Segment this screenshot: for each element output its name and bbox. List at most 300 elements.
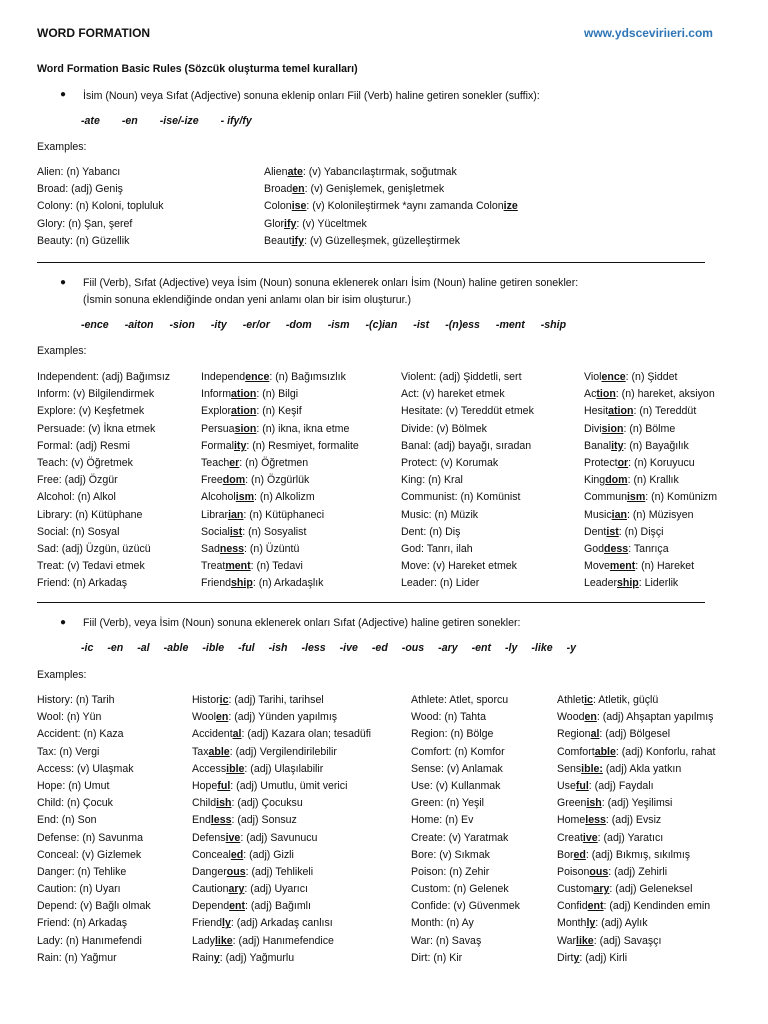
suffix-item: -ment (495, 319, 525, 331)
base-word: Comfort: (n) Komfor (411, 745, 505, 758)
base-word: End: (n) Son (37, 814, 97, 827)
word-suffix: ist (229, 525, 243, 538)
base-word: Persuade: (v) İkna etmek (37, 422, 156, 435)
word-suffix: ary (228, 883, 245, 896)
word-suffix: en (215, 711, 229, 724)
word-stem: Month (557, 917, 587, 930)
derived-word (264, 198, 518, 215)
suffix-item: -(c)ian (365, 319, 398, 331)
word-meaning: : (adj) Ulaşılabilir (244, 762, 324, 775)
word-suffix: dess (604, 542, 629, 555)
base-word: Divide: (v) Bölmek (401, 422, 487, 435)
word-meaning: : (n) Koruyucu (628, 456, 695, 469)
derived-word (557, 830, 715, 847)
section3-description: Fiil (Verb), veya İsim (Noun) sonuna eklenerek onları Sıfat (Adjective) haline getiren sonekler: (83, 617, 521, 629)
word-suffix: like (214, 934, 233, 947)
word-suffix: ent (229, 900, 245, 913)
base-word: Formal: (adj) Resmi (37, 439, 131, 452)
word-suffix: ish (586, 797, 602, 810)
word-suffix: ation (608, 405, 634, 418)
base-word: Region: (n) Bölge (411, 728, 494, 741)
word-suffix: ity (233, 439, 247, 452)
base-word: Treat: (v) Tedavi etmek (37, 560, 145, 573)
base-word: Bore: (v) Sıkmak (411, 848, 490, 861)
word-stem: Friend (192, 917, 223, 930)
word-stem: Move (584, 560, 610, 573)
derived-word (201, 541, 359, 558)
derived-word (192, 881, 371, 898)
word-stem: Bor (557, 848, 574, 861)
word-suffix: or (617, 456, 629, 469)
word-meaning: : (adj) Çocuksu (231, 797, 303, 810)
word-stem: Viol (584, 371, 602, 383)
section2-col3 (401, 369, 534, 592)
word-meaning: (adj) Akla yatkın (602, 762, 682, 775)
word-suffix: ly (222, 917, 231, 930)
derived-word (557, 744, 715, 761)
derived-word (192, 898, 371, 915)
word-meaning: : (adj) Zehirli (608, 865, 668, 878)
derived-word (557, 950, 715, 967)
base-word: Beauty: (n) Güzellik (37, 234, 130, 247)
word-stem: Social (201, 525, 230, 538)
word-stem: Dent (584, 525, 607, 538)
section2-examples-label: Examples: (37, 345, 87, 357)
word-meaning: : (adj) Uyarıcı (244, 883, 308, 896)
base-word: Teach: (v) Öğretmek (37, 456, 133, 469)
section3-col3 (411, 692, 520, 967)
word-suffix: ism (235, 491, 255, 504)
word-stem: Danger (192, 865, 227, 878)
word-suffix: al (232, 728, 242, 741)
word-stem: Conceal (192, 848, 231, 861)
suffix-item: -ist (413, 319, 430, 331)
word-suffix: ic (219, 694, 229, 706)
derived-word (557, 898, 715, 915)
word-suffix: ive (582, 831, 598, 844)
word-stem: Defens (192, 831, 226, 844)
word-suffix: ible: (581, 762, 603, 775)
base-word: Green: (n) Yeşil (411, 797, 485, 810)
word-meaning: : (n) Şiddet (625, 371, 678, 383)
derived-word (192, 864, 371, 881)
base-word: Wood: (n) Tahta (411, 711, 486, 724)
site-url[interactable]: www.ydsceviriıeri.com (584, 26, 713, 40)
suffix-item: -(n)ess (445, 319, 480, 331)
word-stem: Leader (584, 577, 617, 590)
derived-word (201, 386, 359, 403)
word-meaning: : (adj) Tehlikeli (245, 865, 314, 878)
suffix-item: -ity (210, 319, 227, 331)
word-meaning: : (adj) Kazara olan; tesadüfi (241, 728, 372, 741)
word-meaning: : (adj) Bağımlı (245, 900, 311, 913)
word-stem: Accident (192, 728, 233, 741)
suffix-item: -en (107, 642, 124, 654)
word-suffix: tion (596, 388, 616, 401)
suffix-item: -ive (339, 642, 358, 654)
divider (37, 602, 705, 603)
word-stem: Creat (557, 831, 583, 844)
section3-col1 (37, 692, 151, 967)
word-meaning: : (n) Bağımsızlık (269, 371, 346, 383)
suffix-item: -y (566, 642, 577, 654)
word-stem: Wool (192, 711, 216, 724)
suffix-item: -en (121, 115, 138, 127)
word-suffix: ary (593, 883, 610, 896)
derived-word (584, 489, 717, 506)
word-suffix: like (576, 934, 594, 947)
suffix-item: -ary (438, 642, 458, 654)
derived-word (201, 403, 359, 420)
word-suffix: ed (230, 848, 244, 861)
word-meaning: : (n) Arkadaşlık (252, 577, 324, 590)
word-stem: God (584, 542, 605, 555)
word-meaning: : Atletik, güçlü (592, 694, 659, 706)
base-word: Accident: (n) Kaza (37, 728, 124, 741)
word-stem: Comfort (557, 745, 595, 758)
rules-title: Word Formation Basic Rules (Sözcük oluşturma temel kuralları) (37, 63, 358, 75)
word-suffix: ence (601, 371, 626, 383)
section1-examples-label: Examples: (37, 141, 87, 153)
base-word: Act: (v) hareket etmek (401, 388, 505, 401)
word-stem: Commun (584, 491, 627, 504)
derived-word (201, 421, 359, 438)
suffix-item: -ful (238, 642, 255, 654)
base-word: Use: (v) Kullanmak (411, 779, 501, 792)
word-stem: Hope (192, 779, 218, 792)
word-meaning: : (n) Bayağılık (623, 439, 689, 452)
bullet-dot: ● (60, 277, 67, 288)
suffix-item: -ous (401, 642, 425, 654)
base-word: Inform: (v) Bilgilendirmek (37, 388, 155, 401)
suffix-item: -ship (540, 319, 567, 331)
base-word: Hope: (n) Umut (37, 779, 110, 792)
word-stem: Sad (201, 542, 220, 555)
word-meaning: : (n) Hareket (635, 560, 695, 573)
base-word: Danger: (n) Tehlike (37, 865, 127, 878)
word-meaning: : (v) Güzelleşmek, güzelleştirmek (304, 234, 461, 247)
bullet-dot: ● (60, 617, 67, 628)
base-word: Social: (n) Sosyal (37, 525, 120, 538)
word-suffix: ation (231, 388, 257, 401)
derived-word (557, 761, 715, 778)
word-suffix: y (573, 951, 580, 964)
word-stem: Explor (201, 405, 232, 418)
derived-word (557, 864, 715, 881)
word-meaning: : (v) Yabancılaştırmak, soğutmak (302, 166, 457, 178)
word-suffix: ly (586, 917, 596, 930)
word-meaning: : (n) Kütüphaneci (243, 508, 325, 521)
derived-word (264, 181, 518, 198)
base-word: King: (n) Kral (401, 474, 463, 487)
word-meaning: : (adj) Hanımefendice (232, 934, 334, 947)
word-stem: Tax (192, 745, 209, 758)
base-word: Protect: (v) Korumak (401, 456, 499, 469)
word-suffix: less (585, 814, 606, 827)
suffix-item: -er/or (242, 319, 270, 331)
section3-examples-label: Examples: (37, 669, 87, 681)
word-meaning: : (adj) Savaşçı (593, 934, 662, 947)
word-meaning: : (adj) Gizli (243, 848, 294, 861)
base-word: Independent: (adj) Bağımsız (37, 371, 171, 383)
word-suffix: ous (226, 865, 246, 878)
word-suffix: ship (231, 577, 253, 590)
word-suffix: ous (589, 865, 609, 878)
word-stem: Persua (201, 422, 235, 435)
word-meaning: : (adj) Aylık (595, 917, 648, 930)
suffix-item: -aiton (124, 319, 154, 331)
word-stem: Histor (192, 694, 220, 706)
word-meaning: : (adj) Kendinden emin (603, 900, 711, 913)
suffix-item: -ent (471, 642, 492, 654)
derived-word (557, 726, 715, 743)
word-suffix: ible (226, 762, 245, 775)
derived-word (584, 507, 717, 524)
word-suffix: sion (601, 422, 624, 435)
suffix-item: -dom (285, 319, 312, 331)
word-suffix: en (292, 183, 305, 196)
derived-word (201, 489, 359, 506)
word-meaning: : (n) Tereddüt (633, 405, 697, 418)
derived-word (201, 472, 359, 489)
word-stem: War (557, 934, 577, 947)
word-stem: Rain (192, 951, 214, 964)
section3-suffixes (81, 642, 590, 654)
word-meaning: : (v) Kolonileştirmek *aynı zamanda Colon (306, 200, 504, 213)
section2-col4 (584, 369, 717, 592)
derived-word (557, 847, 715, 864)
derived-word (557, 778, 715, 795)
page-title: WORD FORMATION (37, 26, 151, 40)
derived-word (201, 575, 359, 592)
word-meaning: : (adj) Tarihi, tarihsel (228, 694, 324, 706)
suffix-item: -ic (81, 642, 94, 654)
base-word: Glory: (n) Şan, şeref (37, 217, 133, 230)
word-suffix: ish (216, 797, 232, 810)
derived-word (557, 881, 715, 898)
bullet-dot: ● (60, 89, 67, 100)
word-suffix: ian (611, 508, 627, 521)
word-stem: Banal (584, 439, 612, 452)
word-suffix: ism (626, 491, 646, 504)
word-suffix: ation (231, 405, 257, 418)
derived-word (192, 692, 371, 709)
word-stem: Poison (557, 865, 590, 878)
derived-word (192, 795, 371, 812)
section2-col2 (201, 369, 359, 592)
word-suffix: dom (222, 474, 246, 487)
base-word: Dirt: (n) Kir (411, 951, 463, 964)
word-meaning: : (n) Dişçi (618, 525, 664, 538)
word-suffix: able (208, 745, 230, 758)
suffix-item: -al (137, 642, 150, 654)
base-word: Library: (n) Kütüphane (37, 508, 143, 521)
word-stem: Child (192, 797, 217, 810)
base-word: God: Tanrı, ilah (401, 542, 473, 555)
word-stem: Dirt (557, 951, 574, 964)
base-word: Home: (n) Ev (411, 814, 474, 827)
word-suffix: ity (611, 439, 624, 452)
suffix-item: -ly (505, 642, 518, 654)
word-meaning: : (n) Bölme (623, 422, 676, 435)
word-meaning: : (adj) Yeşilimsi (601, 797, 673, 810)
suffix-item: -like (531, 642, 553, 654)
derived-word (584, 455, 717, 472)
word-meaning: : (n) Üzüntü (244, 542, 300, 555)
word-stem: Teach (201, 456, 230, 469)
derived-word (557, 812, 715, 829)
word-stem: Protect (584, 456, 618, 469)
word-suffix: sion (234, 422, 257, 435)
word-stem: Free (201, 474, 223, 487)
section1-suffixes (81, 115, 274, 127)
derived-word (557, 692, 715, 709)
word-stem: Hesit (584, 405, 609, 418)
word-suffix: ment (609, 560, 636, 573)
derived-word (557, 915, 715, 932)
word-meaning: : Tanrıça (628, 542, 669, 555)
derived-word (201, 455, 359, 472)
word-meaning: : (adj) Kirli (579, 951, 628, 964)
word-stem: Alcohol (201, 491, 236, 504)
derived-word (201, 507, 359, 524)
word-meaning: : (adj) Faydalı (588, 779, 654, 792)
word-stem: Independ (201, 371, 246, 383)
base-word: Hesitate: (v) Tereddüt etmek (401, 405, 534, 418)
word-meaning: : (adj) Evsiz (605, 814, 662, 827)
word-stem: Depend (192, 900, 230, 913)
word-stem: Librar (201, 508, 229, 521)
base-word: Poison: (n) Zehir (411, 865, 490, 878)
word-suffix: ed (573, 848, 586, 861)
base-word: Athlete: Atlet, sporcu (411, 694, 509, 706)
base-word: Custom: (n) Gelenek (411, 883, 509, 896)
word-stem: King (584, 474, 606, 487)
section2-suffixes (81, 319, 582, 331)
word-stem: Broad (264, 183, 293, 196)
word-suffix: ent (587, 900, 604, 913)
word-meaning: : (adj) Yünden yapılmış (228, 711, 338, 724)
base-word: Depend: (v) Bağlı olmak (37, 900, 151, 913)
word-stem: Home (557, 814, 586, 827)
word-meaning: : (adj) Umutlu, ümit verici (230, 779, 348, 792)
word-suffix: ian (228, 508, 244, 521)
word-stem: Green (557, 797, 587, 810)
derived-word (192, 778, 371, 795)
word-stem: Formal (201, 439, 234, 452)
base-word: Defense: (n) Savunma (37, 831, 143, 844)
suffix-item: -ism (327, 319, 350, 331)
derived-word (584, 369, 717, 386)
derived-word (192, 847, 371, 864)
word-stem: Access (192, 762, 227, 775)
word-suffix: dom (605, 474, 628, 487)
word-suffix: ful (575, 779, 589, 792)
word-stem: Use (557, 779, 576, 792)
derived-word (201, 524, 359, 541)
word-suffix: able (594, 745, 616, 758)
base-word: Sad: (adj) Üzgün, üzücü (37, 542, 151, 555)
derived-word (192, 726, 371, 743)
derived-word (584, 541, 717, 558)
word-stem: Beaut (264, 234, 292, 247)
word-meaning: : (n) Sosyalist (242, 525, 307, 538)
word-meaning: : (adj) Konforlu, rahat (615, 745, 716, 758)
section2-col1 (37, 369, 170, 592)
base-word: Lady: (n) Hanımefendi (37, 934, 142, 947)
derived-word (584, 558, 717, 575)
word-meaning: : (n) Komünizm (645, 491, 718, 504)
word-stem: Friend (201, 577, 232, 590)
word-suffix: ence (245, 371, 270, 383)
base-word: Friend: (n) Arkadaş (37, 917, 128, 930)
word-suffix: ify (284, 217, 297, 230)
base-word: Tax: (n) Vergi (37, 745, 100, 758)
suffix-item: - ify/fy (220, 115, 252, 127)
word-meaning: : (adj) Yaratıcı (597, 831, 664, 844)
word-meaning: : (n) Özgürlük (245, 474, 310, 487)
base-word: Rain: (n) Yağmur (37, 951, 117, 964)
suffix-item: -ible (202, 642, 225, 654)
section2-note: (İsmin sonuna eklendiğinde ondan yeni anlamı olan bir isim oluşturur.) (83, 294, 411, 306)
word-stem: Inform (201, 388, 232, 401)
word-stem: Custom (557, 883, 594, 896)
word-suffix: less (210, 814, 232, 827)
base-word: Explore: (v) Keşfetmek (37, 405, 145, 418)
suffix-item: -ed (371, 642, 388, 654)
derived-word (584, 403, 717, 420)
derived-word (192, 761, 371, 778)
derived-word (584, 472, 717, 489)
word-stem: Ac (584, 388, 597, 401)
suffix-item: -ish (268, 642, 288, 654)
section3-col4 (557, 692, 715, 967)
word-meaning: : (v) Genişlemek, genişletmek (304, 183, 445, 196)
section1-derived-words (264, 164, 518, 250)
word-meaning: : (adj) Savunucu (240, 831, 318, 844)
base-word: Colony: (n) Koloni, topluluk (37, 200, 164, 213)
word-suffix: ise (291, 200, 307, 213)
derived-word (192, 709, 371, 726)
word-stem: Lady (192, 934, 215, 947)
word-suffix: en (584, 711, 597, 724)
derived-word (192, 950, 371, 967)
base-word: Dent: (n) Diş (401, 525, 461, 538)
base-word: Banal: (adj) bayağı, sıradan (401, 439, 532, 452)
base-word: Violent: (adj) Şiddetli, sert (401, 371, 522, 383)
word-stem: Athlet (557, 694, 585, 706)
base-word: Free: (adj) Özgür (37, 474, 118, 487)
derived-word (584, 575, 717, 592)
word-stem: Divi (584, 422, 602, 435)
base-word: Confide: (v) Güvenmek (411, 900, 520, 913)
word-meaning: : (adj) Bölgesel (599, 728, 671, 741)
word-meaning: : (adj) Arkadaş canlısı (230, 917, 333, 930)
derived-word (557, 795, 715, 812)
derived-word (557, 709, 715, 726)
base-word: Conceal: (v) Gizlemek (37, 848, 142, 861)
section1-base-words (37, 164, 164, 250)
derived-word (192, 744, 371, 761)
suffix-item: -sion (169, 319, 195, 331)
derived-word (192, 812, 371, 829)
derived-word (584, 524, 717, 541)
word-stem: Confid (557, 900, 588, 913)
base-word: Wool: (n) Yün (37, 711, 102, 724)
base-word: Child: (n) Çocuk (37, 797, 113, 810)
suffix-item: -less (301, 642, 326, 654)
base-word: Music: (n) Müzik (401, 508, 479, 521)
